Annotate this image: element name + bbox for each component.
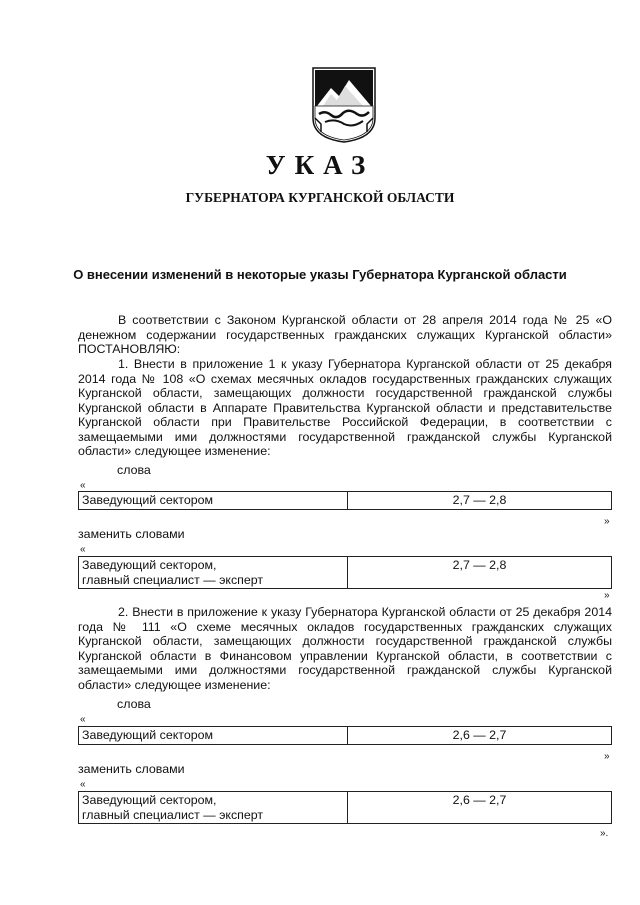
position-line-2: главный специалист — эксперт bbox=[82, 807, 264, 822]
decree-subject: О внесении изменений в некоторые указы Губернатора Курганской области bbox=[73, 267, 567, 282]
item1-text: 1. Внести в приложение 1 к указу Губернатора Курганской области от 25 декабря 2014 года № 108 «О схемах месячных окладов государственных гражданских служащих Курганской области, замещающих должности государственной гражданской службы Курганской области в Аппарате Правительства Курганской области и представительстве Курганской области при Правительстве Российской Федерации, в соответствии с замещаемыми ими должностями государственной гражданской службы Курганской области» следующее изменение: bbox=[78, 357, 612, 458]
item1-close-quote-1: » bbox=[604, 516, 610, 527]
document-title: УКАЗ bbox=[265, 150, 375, 180]
item1-open-quote-2: « bbox=[80, 544, 86, 555]
intro-text: В соответствии с Законом Курганской области от 28 апреля 2014 года № 25 «О денежном содержании государственных гражданских служащих Курганской области» ПОСТАНОВЛЯЮ: bbox=[78, 313, 612, 356]
table-row bbox=[79, 492, 612, 510]
item2-old-table bbox=[78, 726, 612, 745]
item2-words-label: слова bbox=[117, 697, 151, 711]
item1-open-quote-1: « bbox=[80, 480, 86, 491]
position-cell bbox=[79, 792, 348, 824]
value-cell: 2,7 — 2,8 bbox=[348, 557, 612, 589]
value-cell: 2,6 — 2,7 bbox=[348, 727, 612, 745]
item1-new-table bbox=[78, 556, 612, 589]
coat-of-arms-emblem bbox=[311, 66, 377, 144]
table-row bbox=[79, 792, 612, 824]
value-cell: 2,7 — 2,8 bbox=[348, 492, 612, 510]
item1-old-table bbox=[78, 491, 612, 510]
item2-new-table bbox=[78, 791, 612, 824]
position-cell: Заведующий сектором bbox=[79, 492, 348, 510]
position-line-2: главный специалист — эксперт bbox=[82, 572, 264, 587]
value-cell: 2,6 — 2,7 bbox=[348, 792, 612, 824]
position-cell bbox=[79, 557, 348, 589]
item1-close-quote-2: » bbox=[604, 590, 610, 601]
table-row bbox=[79, 557, 612, 589]
item2-open-quote-2: « bbox=[80, 779, 86, 790]
intro-paragraph bbox=[78, 313, 612, 357]
position-line-1: Заведующий сектором, bbox=[82, 793, 217, 807]
position-cell: Заведующий сектором bbox=[79, 727, 348, 745]
item2-text: 2. Внести в приложение к указу Губернатора Курганской области от 25 декабря 2014 года № 111 «О схеме месячных окладов государственных гражданских служащих Курганской области, замещающих должности государственной гражданской службы Курганской области в Финансовом управлении Курганской области, в соответствии с замещаемыми ими должностями государственной гражданской службы Курганской области» следующее изменение: bbox=[78, 605, 612, 692]
item2-close-quote-1: » bbox=[604, 751, 610, 762]
item1-paragraph bbox=[78, 357, 612, 459]
item1-replace-label: заменить словами bbox=[78, 527, 185, 541]
document-subtitle: ГУБЕРНАТОРА КУРГАНСКОЙ ОБЛАСТИ bbox=[185, 190, 455, 205]
item2-open-quote-1: « bbox=[80, 714, 86, 725]
position-line-1: Заведующий сектором, bbox=[82, 558, 217, 572]
item2-replace-label: заменить словами bbox=[78, 762, 185, 776]
table-row bbox=[79, 727, 612, 745]
item1-words-label: слова bbox=[117, 463, 151, 477]
item2-paragraph bbox=[78, 605, 612, 692]
item2-close-quote-2: ». bbox=[600, 828, 609, 839]
